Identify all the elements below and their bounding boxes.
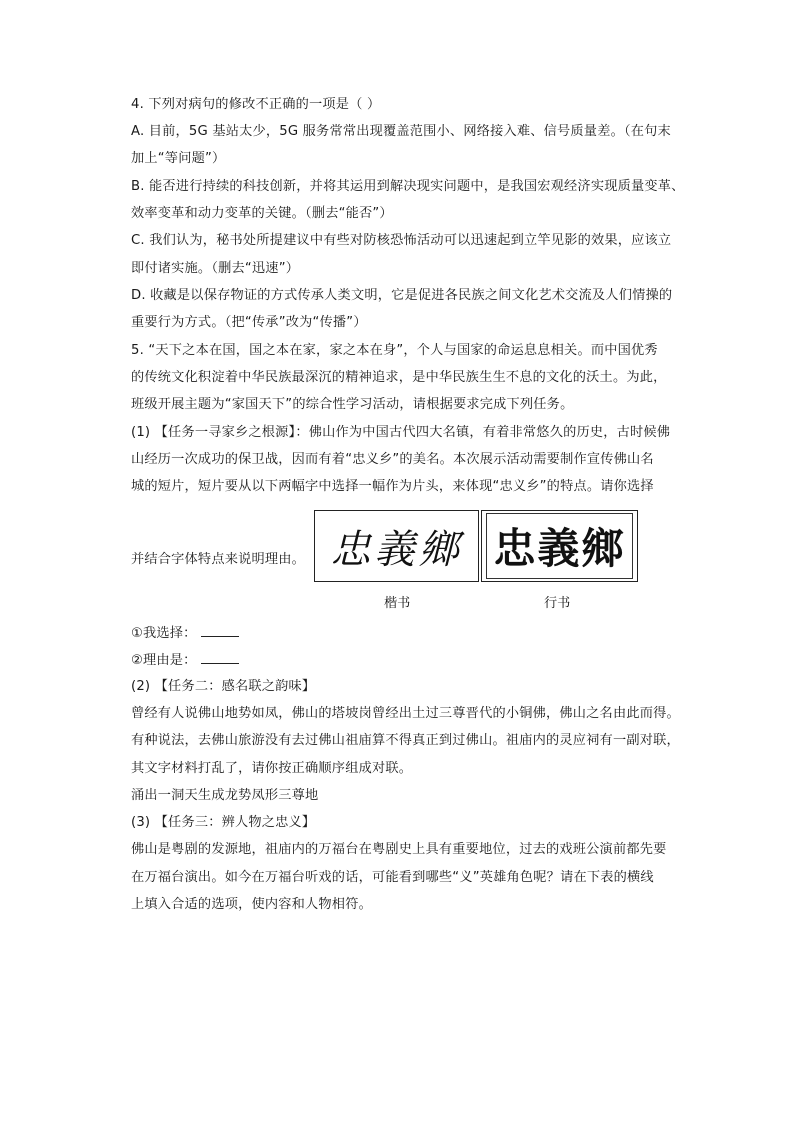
task2-scrambled-text: 涌出一洞天生成龙势凤形三尊地 bbox=[131, 788, 319, 803]
q4-option-d-cont: 重要行为方式。（把“传承”改为“传播”） bbox=[131, 315, 367, 330]
caption-kaishu: 楷书 bbox=[384, 596, 411, 611]
q4-option-a: A. 目前，5G 基站太少，5G 服务常常出现覆盖范围小、网络接入难、信号质量差。（在句末 bbox=[131, 124, 671, 139]
task3-heading: (3) 【任务三：辨人物之忠义】 bbox=[131, 815, 316, 830]
calligraphy-text-1: 忠義鄉 bbox=[330, 526, 463, 573]
task2-heading: (2) 【任务二：感名联之韵味】 bbox=[131, 679, 316, 694]
q4-option-d: D. 收藏是以保存物证的方式传承人类文明，它是促进各民族之间文化艺术交流及人们情操的 bbox=[131, 288, 673, 303]
task1-line-1: (1) 【任务一寻家乡之根源】：佛山作为中国古代四大名镇，有着非常悠久的历史，古时候佛 bbox=[131, 425, 671, 440]
reason-line bbox=[131, 651, 239, 670]
choice-label: ①我选择： bbox=[131, 626, 197, 641]
task2-line-3: 其文字材料打乱了，请你按正确顺序组成对联。 bbox=[131, 761, 413, 776]
task1-line-2: 山经历一次成功的保卫战，因而有着“忠义乡”的美名。本次展示活动需要制作宣传佛山名 bbox=[131, 452, 654, 467]
task1-line-3: 城的短片，短片要从以下两幅字中选择一幅作为片头，来体现“忠义乡”的特点。请你选择 bbox=[131, 479, 654, 494]
reason-label: ②理由是： bbox=[131, 653, 197, 668]
q4-option-b-cont: 效率变革和动力变革的关键。（删去“能否”） bbox=[131, 206, 393, 221]
task3-line-2: 在万福台演出。如今在万福台听戏的话，可能看到哪些“义”英雄角色呢？请在下表的横线 bbox=[131, 870, 654, 885]
q5-intro-cont-1: 的传统文化积淀着中华民族最深沉的精神追求，是中华民族生生不息的文化的沃土。为此， bbox=[131, 370, 667, 385]
choice-line bbox=[131, 624, 239, 643]
task1-line-4: 并结合字体特点来说明理由。 bbox=[131, 552, 306, 567]
calligraphy-image-1 bbox=[314, 510, 479, 582]
q4-option-c: C. 我们认为，秘书处所提建议中有些对防核恐怖活动可以迅速起到立竿见影的效果，应该立 bbox=[131, 233, 672, 248]
q4-stem: 4. 下列对病句的修改不正确的一项是（ ） bbox=[131, 97, 381, 112]
task2-line-1: 曾经有人说佛山地势如凤，佛山的塔坡岗曾经出土过三尊晋代的小铜佛，佛山之名由此而得。 bbox=[131, 706, 680, 721]
choice-blank[interactable] bbox=[201, 624, 239, 637]
caption-xingshu: 行书 bbox=[544, 596, 571, 611]
q4-option-c-cont: 即付诸实施。（删去“迅速”） bbox=[131, 261, 300, 276]
calligraphy-image-2 bbox=[481, 510, 638, 582]
reason-blank[interactable] bbox=[201, 651, 239, 664]
task3-line-1: 佛山是粤剧的发源地，祖庙内的万福台在粤剧史上具有重要地位，过去的戏班公演前都先要 bbox=[131, 842, 667, 857]
task2-line-2: 有种说法，去佛山旅游没有去过佛山祖庙算不得真正到过佛山。祖庙内的灵应祠有一副对联， bbox=[131, 733, 680, 748]
calligraphy-text-2: 忠義鄉 bbox=[486, 513, 632, 579]
q5-intro-cont-2: 班级开展主题为“家国天下”的综合性学习活动，请根据要求完成下列任务。 bbox=[131, 397, 574, 412]
q4-option-a-cont: 加上“等问题”） bbox=[131, 151, 226, 166]
q5-intro: 5. “天下之本在国，国之本在家，家之本在身”，个人与国家的命运息息相关。而中国优秀 bbox=[131, 343, 658, 358]
q4-option-b: B. 能否进行持续的科技创新，并将其运用到解决现实问题中，是我国宏观经济实现质量变革、 bbox=[131, 179, 685, 194]
task3-line-3: 上填入合适的选项，使内容和人物相符。 bbox=[131, 897, 372, 912]
